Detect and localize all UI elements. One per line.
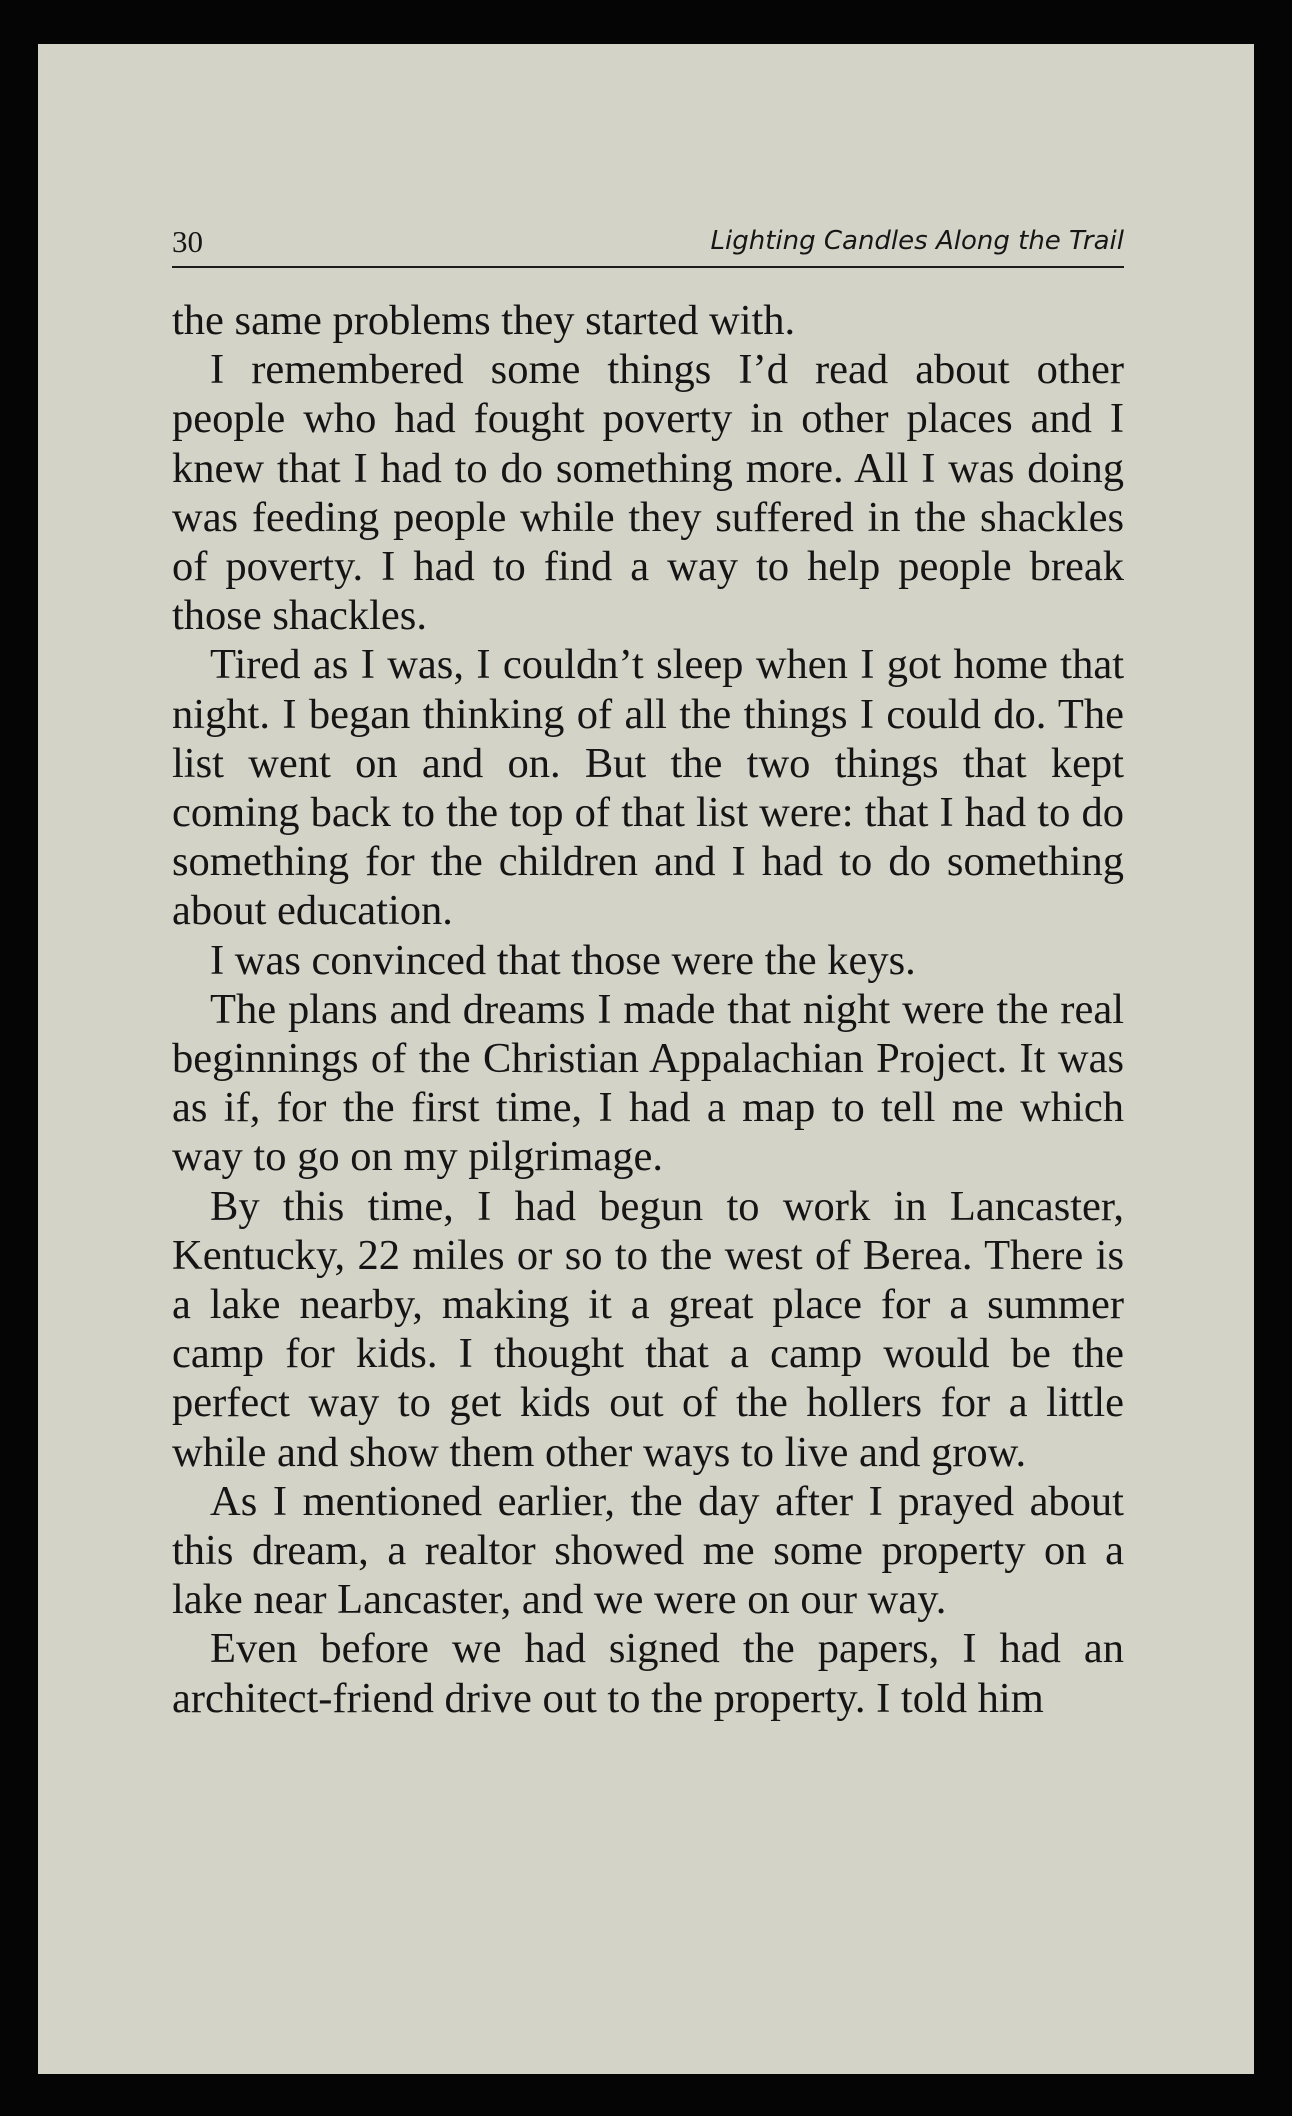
paragraph: As I mentioned earlier, the day after I prayed about this dream, a realtor showed me some property on a lake near Lancaster, and we were on our way. [172, 1477, 1124, 1624]
paragraph: I was convinced that those were the keys. [210, 936, 916, 984]
paragraph: By this time, I had begun to work in Lancaster, Kentucky, 22 miles or so to the west of Berea. There is a lake nearby, making it a great place for a summer camp for kids. I thought that a camp would be the perfect way to get kids out of the hollers for a little while and show them other ways to live and grow. [172, 1182, 1124, 1476]
body-text [172, 296, 1124, 1723]
running-title: Lighting Candles Along the Trail [710, 226, 1124, 256]
paragraph: The plans and dreams I made that night were the real beginnings of the Christian Appalachian Project. It was as if, for the first time, I had a map to tell me which way to go on my pilgrimage. [172, 985, 1124, 1181]
paragraph: the same problems they started with. [172, 297, 796, 344]
page-header [172, 222, 1124, 268]
paragraph: Even before we had signed the papers, I had an architect-friend drive out to the property. I told him [172, 1625, 1124, 1722]
paragraph: Tired as I was, I couldn’t sleep when I got home that night. I began thinking of all the things I could do. The list went on and on. But the two things that kept coming back to the top of that list were: that I had to do something for the children and I had to do something about education. [172, 641, 1124, 935]
paragraph: I remembered some things I’d read about other people who had fought poverty in other places and I knew that I had to do something more. All I was doing was feeding people while they suffered in the shackles of poverty. I had to find a way to help people break those shackles. [172, 346, 1124, 640]
page-number: 30 [172, 224, 203, 259]
